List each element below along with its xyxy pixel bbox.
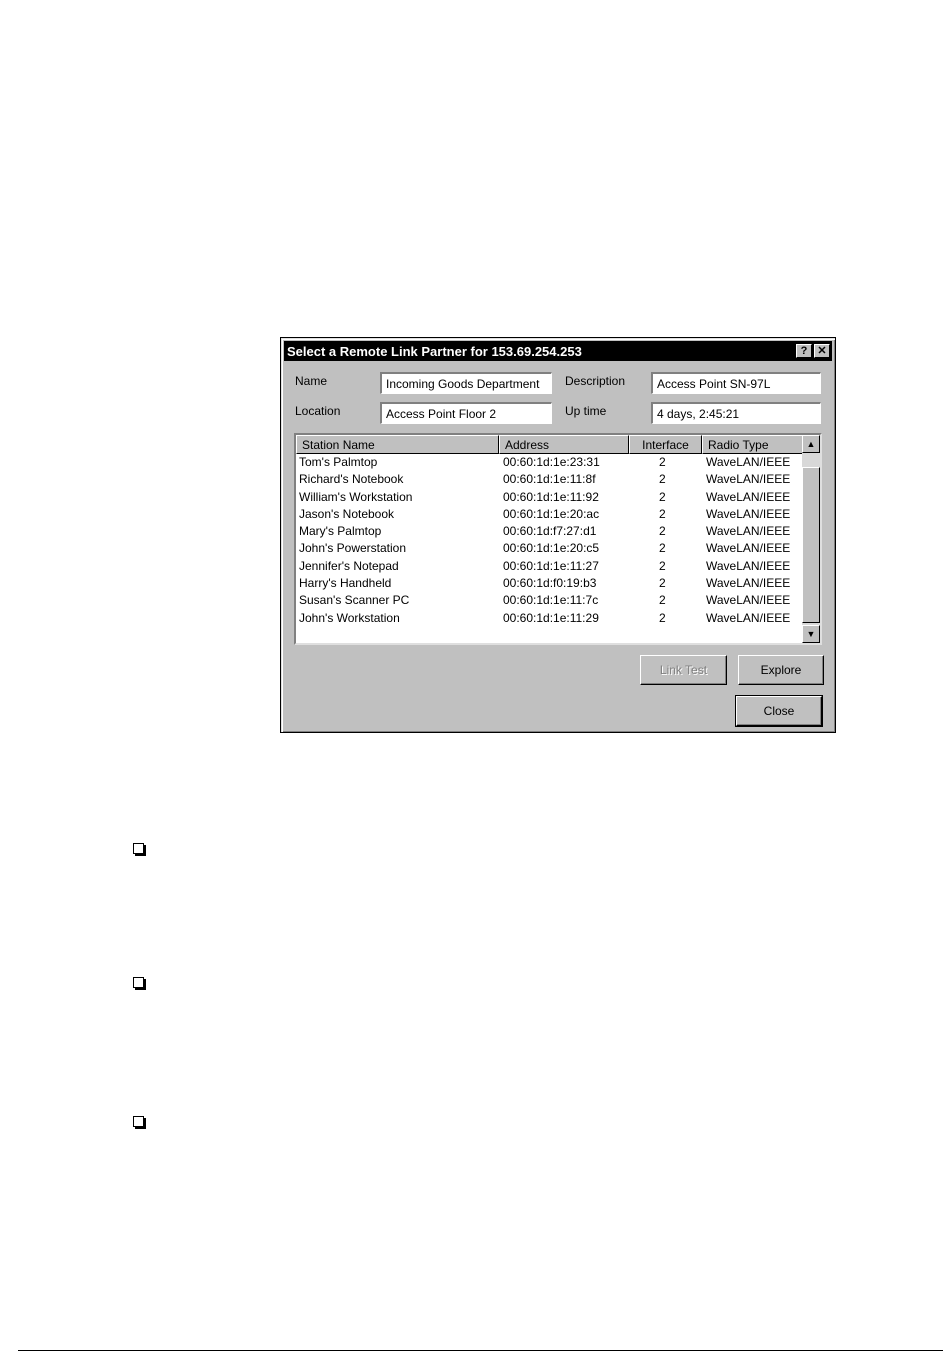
column-header-station-name[interactable]: Station Name	[296, 435, 499, 454]
cell-radio-type: WaveLAN/IEEE	[706, 524, 791, 539]
dialog-title: Select a Remote Link Partner for 153.69.254.253	[287, 343, 582, 359]
cell-station-name: Susan's Scanner PC	[299, 593, 410, 608]
cell-address: 00:60:1d:1e:11:8f	[503, 472, 596, 487]
explore-button[interactable]: Explore	[738, 655, 824, 685]
close-button[interactable]: Close	[736, 696, 822, 726]
table-row[interactable]	[296, 523, 802, 540]
cell-address: 00:60:1d:1e:23:31	[503, 455, 600, 469]
cell-address: 00:60:1d:f0:19:b3	[503, 576, 597, 591]
dialog-titlebar[interactable]	[284, 341, 832, 361]
scroll-down-icon[interactable]: ▼	[802, 625, 820, 643]
location-field[interactable]: Access Point Floor 2	[380, 402, 552, 424]
cell-radio-type: WaveLAN/IEEE	[706, 455, 791, 469]
table-row[interactable]	[296, 558, 802, 575]
cell-interface: 2	[659, 558, 666, 573]
cell-station-name: Harry's Handheld	[299, 576, 392, 591]
cell-interface: 2	[659, 472, 666, 487]
link-test-button[interactable]: Link Test	[640, 655, 727, 685]
station-rows	[296, 454, 802, 627]
name-field[interactable]: Incoming Goods Department	[380, 372, 552, 394]
cell-interface: 2	[659, 610, 666, 625]
cell-interface: 2	[659, 524, 666, 539]
checkbox-bullet-icon	[133, 977, 144, 988]
cell-address: 00:60:1d:1e:20:c5	[503, 541, 600, 556]
table-row[interactable]	[296, 471, 802, 488]
cell-radio-type: WaveLAN/IEEE	[706, 472, 791, 487]
column-header-radio-type[interactable]: Radio Type	[702, 435, 803, 454]
table-row[interactable]	[296, 592, 802, 609]
cell-address: 00:60:1d:1e:11:27	[503, 558, 599, 573]
cell-address: 00:60:1d:1e:11:7c	[503, 593, 599, 608]
cell-station-name: Mary's Palmtop	[299, 524, 382, 539]
cell-station-name: Tom's Palmtop	[299, 455, 378, 469]
cell-interface: 2	[659, 593, 666, 608]
scroll-up-icon[interactable]: ▲	[802, 435, 820, 453]
cell-radio-type: WaveLAN/IEEE	[706, 558, 791, 573]
table-row[interactable]	[296, 506, 802, 523]
cell-radio-type: WaveLAN/IEEE	[706, 593, 791, 608]
table-row[interactable]	[296, 575, 802, 592]
description-label: Description	[565, 374, 626, 388]
cell-radio-type: WaveLAN/IEEE	[706, 489, 791, 504]
column-header-interface[interactable]: Interface	[629, 435, 702, 454]
uptime-field[interactable]: 4 days, 2:45:21	[651, 402, 821, 424]
cell-station-name: William's Workstation	[299, 489, 413, 504]
location-label: Location	[295, 404, 341, 418]
scrollbar-thumb[interactable]	[802, 467, 820, 623]
cell-radio-type: WaveLAN/IEEE	[706, 541, 791, 556]
cell-interface: 2	[659, 506, 666, 521]
table-row[interactable]	[296, 489, 802, 506]
cell-station-name: Jason's Notebook	[299, 506, 395, 521]
column-header-address[interactable]: Address	[499, 435, 629, 454]
checkbox-bullet-icon	[133, 843, 144, 854]
cell-station-name: John's Workstation	[299, 610, 400, 625]
close-icon[interactable]: ✕	[814, 344, 830, 358]
table-row[interactable]	[296, 610, 802, 627]
cell-station-name: John's Powerstation	[299, 541, 407, 556]
cell-address: 00:60:1d:1e:20:ac	[503, 506, 600, 521]
checkbox-bullet-icon	[133, 1116, 144, 1127]
cell-station-name: Richard's Notebook	[299, 472, 404, 487]
description-field[interactable]: Access Point SN-97L	[651, 372, 821, 394]
remote-link-partner-dialog	[280, 337, 836, 733]
vertical-scrollbar[interactable]	[802, 435, 820, 643]
cell-station-name: Jennifer's Notepad	[299, 558, 399, 573]
cell-interface: 2	[659, 541, 666, 556]
footer-rule	[18, 1350, 943, 1351]
help-icon[interactable]: ?	[796, 344, 812, 358]
name-label: Name	[295, 374, 328, 388]
station-list[interactable]	[294, 433, 822, 645]
cell-radio-type: WaveLAN/IEEE	[706, 610, 791, 625]
table-row[interactable]	[296, 454, 802, 471]
table-row[interactable]	[296, 540, 802, 557]
uptime-label: Up time	[565, 404, 607, 418]
cell-address: 00:60:1d:f7:27:d1	[503, 524, 597, 539]
cell-radio-type: WaveLAN/IEEE	[706, 576, 791, 591]
cell-interface: 2	[659, 576, 666, 591]
cell-interface: 2	[659, 455, 666, 469]
cell-interface: 2	[659, 489, 666, 504]
cell-address: 00:60:1d:1e:11:92	[503, 489, 599, 504]
cell-address: 00:60:1d:1e:11:29	[503, 610, 599, 625]
cell-radio-type: WaveLAN/IEEE	[706, 506, 791, 521]
